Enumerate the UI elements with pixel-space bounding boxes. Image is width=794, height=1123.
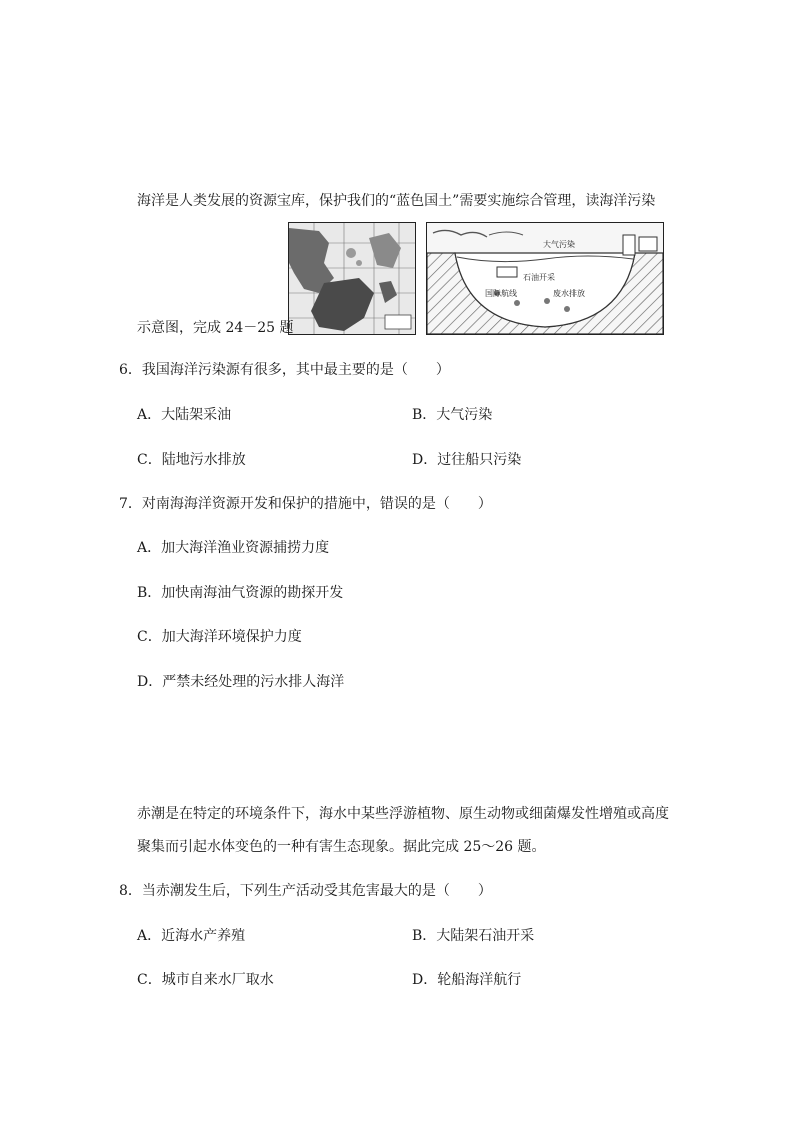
passage2-line2: 聚集而引起水体变色的一种有害生态现象。据此完成 25～26 题。 <box>137 839 546 855</box>
question-6-option-b[interactable]: B．大气污染 <box>412 407 493 423</box>
pollution-diagram-image <box>427 223 663 334</box>
question-7-option-c[interactable]: C．加大海洋环境保护力度 <box>137 629 302 645</box>
diagram-label-mid: 石油开采 <box>523 273 555 282</box>
diagram-label-left: 国际航线 <box>485 289 517 298</box>
question-8-option-a[interactable]: A．近海水产养殖 <box>137 928 246 944</box>
question-6-option-d[interactable]: D．过往船只污染 <box>412 452 522 468</box>
question-8-stem: 8．当赤潮发生后，下列生产活动受其危害最大的是（ ） <box>119 883 492 899</box>
map-figure <box>288 222 416 335</box>
pollution-diagram <box>426 222 664 335</box>
passage1-line1: 海洋是人类发展的资源宝库，保护我们的“蓝色国土”需要实施综合管理，读海洋污染 <box>137 193 656 209</box>
question-6-option-a[interactable]: A．大陆架采油 <box>137 407 232 423</box>
question-7-option-d[interactable]: D．严禁未经处理的污水排人海洋 <box>137 674 345 690</box>
question-7-option-b[interactable]: B．加快南海油气资源的勘探开发 <box>137 585 344 601</box>
question-8-option-d[interactable]: D．轮船海洋航行 <box>412 972 522 988</box>
question-8-option-c[interactable]: C．城市自来水厂取水 <box>137 972 274 988</box>
diagram-label-top: 大气污染 <box>543 240 575 249</box>
passage1-line2: 示意图，完成 24－25 题 <box>137 320 294 336</box>
passage2-line1: 赤潮是在特定的环境条件下，海水中某些浮游植物、原生动物或细菌爆发性增殖或高度 <box>137 806 669 822</box>
question-8-option-b[interactable]: B．大陆架石油开采 <box>412 928 535 944</box>
diagram-label-right: 废水排放 <box>553 289 585 298</box>
question-7-stem: 7．对南海海洋资源开发和保护的措施中，错误的是（ ） <box>119 496 492 512</box>
question-6-stem: 6．我国海洋污染源有很多，其中最主要的是（ ） <box>119 362 450 378</box>
question-7-option-a[interactable]: A．加大海洋渔业资源捕捞力度 <box>137 540 330 556</box>
question-6-option-c[interactable]: C．陆地污水排放 <box>137 452 246 468</box>
map-image <box>289 223 415 334</box>
